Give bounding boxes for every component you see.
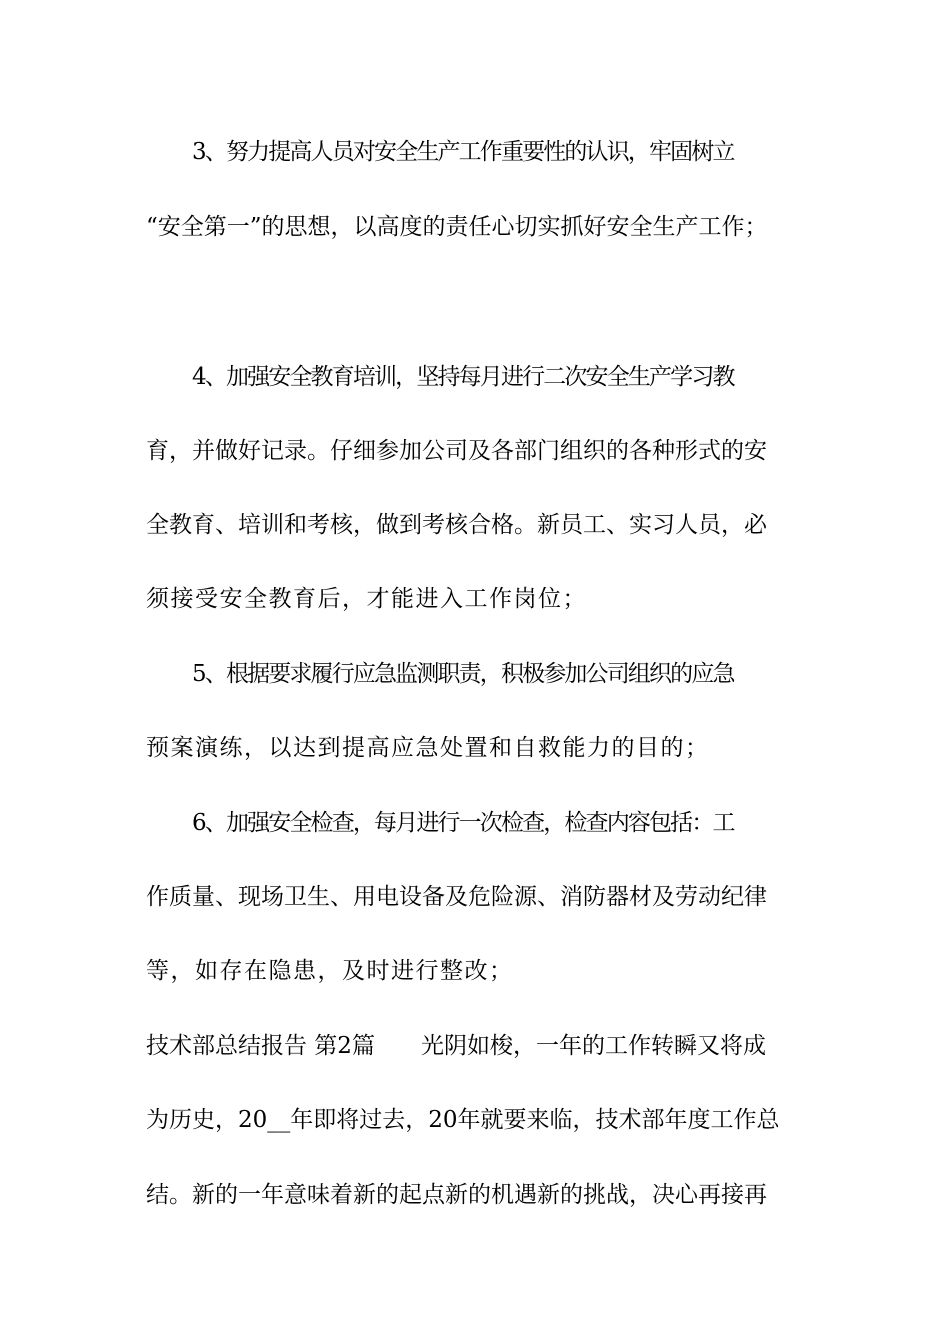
text-line: 等，如存在隐患，及时进行整改； — [146, 958, 514, 984]
text-line: 4、加强安全教育培训，坚持每月进行二次安全生产学习教 — [192, 364, 734, 390]
text-line: “安全第一”的思想，以高度的责任心切实抓好安全生产工作； — [146, 214, 768, 240]
text-line: 3、努力提高人员对安全生产工作重要性的认识，牢固树立 — [192, 139, 734, 165]
text-line: 5、根据要求履行应急监测职责，积极参加公司组织的应急 — [192, 661, 734, 687]
text-line: 为历史，20__年即将过去，20年就要来临，技术部年度工作总 — [146, 1107, 780, 1133]
text-line: 作质量、现场卫生、用电设备及危险源、消防器材及劳动纪律 — [146, 884, 767, 910]
text-line: 预案演练，以达到提高应急处置和自救能力的目的； — [146, 735, 710, 761]
text-line: 须接受安全教育后，才能进入工作岗位； — [146, 586, 587, 612]
text-line: 6、加强安全检查，每月进行一次检查，检查内容包括：工 — [192, 810, 734, 836]
text-line: 结。新的一年意味着新的起点新的机遇新的挑战，决心再接再 — [146, 1182, 767, 1208]
text-line: 育，并做好记录。仔细参加公司及各部门组织的各种形式的安 — [146, 438, 767, 464]
text-line: 全教育、培训和考核，做到考核合格。新员工、实习人员，必 — [146, 512, 767, 538]
text-line: 技术部总结报告 第2篇 光阴如梭，一年的工作转瞬又将成 — [146, 1033, 766, 1059]
